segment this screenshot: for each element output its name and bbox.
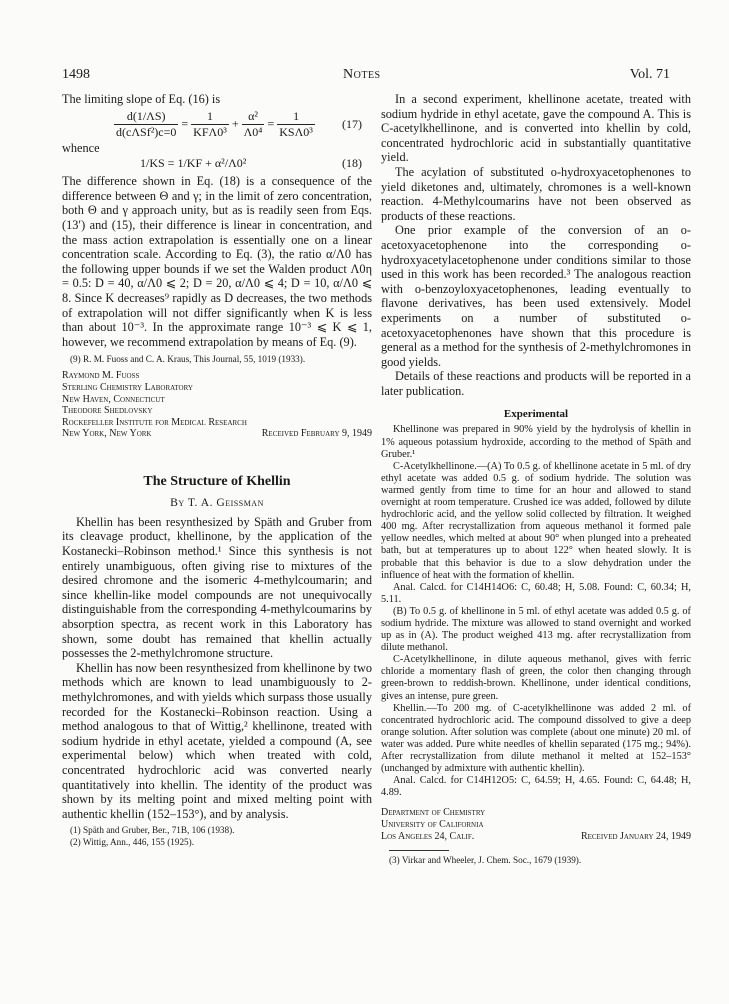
eq17-lhs-den: d(cΛSf²)c=0 (116, 124, 177, 139)
exp-analysis-2: Anal. Calcd. for C14H12O5: C, 64.59; H, 4.65. Found: C, 64.48; H, 4.89. (381, 775, 691, 799)
eq18-text: 1/KS = 1/KF + α²/Λ0² (140, 156, 247, 171)
eq17-plus: + (231, 115, 239, 130)
second-experiment-paragraph: In a second experiment, khellinone acetate, treated with sodium hydride in ethyl acetate, gave the compound A. This is C-acetylkhellinone, and is converted into khellin by cold, concentrated hydrochloric acid in substantially quantitative yield. (381, 92, 691, 165)
byline: By T. A. Geissman (170, 495, 264, 509)
institution-sterling: Sterling Chemistry Laboratory (62, 381, 193, 393)
equation-18 (62, 156, 372, 172)
institution-rockefeller: Rockefeller Institute for Medical Research (62, 416, 247, 428)
eq17-rr-num: 1 (277, 109, 315, 125)
running-head: Notes (343, 67, 381, 82)
department: Department of Chemistry (381, 807, 486, 819)
equation-17: $\frac{d(1/\Lambda S)}{\text{d(cΛSf²)c=0}}$ = $\frac{1}{\text{KFΛ0³}}$ + $\frac{\text{α²}}{\text{Λ0⁴}}$ = $\frac{1}{\text{KSΛ0³}}$ (17) (116, 108, 362, 139)
article-title: The Structure of Khellin (143, 473, 291, 489)
details-paragraph: Details of these reactions and products will be reported in a later publication. (381, 369, 691, 398)
right-column (381, 92, 691, 866)
experimental-heading: Experimental (503, 408, 569, 421)
author-block-1 (62, 370, 372, 440)
footnote-rule (389, 850, 449, 851)
footnote-2: (2) Wittig, Ann., 446, 155 (1925). (70, 837, 194, 848)
exp-khellinone: Khellinone was prepared in 90% yield by the hydrolysis of khellin in 1% aqueous potassium hydroxide, according to the method of Späth and Gruber.¹ (381, 424, 691, 460)
city-new-york: New York, New York (62, 428, 152, 440)
page-number: 1498 (62, 67, 90, 82)
resynthesis-paragraph: Khellin has now been resynthesized from khellinone by two methods which are known to lead unambiguously to 2-methylchromones, and with yields which surpass those usually recorded for the Kostanecki–Robinson reaction. Using a method analogous to that of Wittig,² khellinone, treated with sodium hydride in ethyl acetate, yielded a compound (A, see experimental below) which when treated with cold, concentrated hydrochloric acid was converted nearly quantitatively into khellin. The identity of the product was shown by its melting point and mixed melting point with authentic khellin (152–153°), and by analysis. (62, 660, 372, 821)
footnote-3: (3) Virkar and Wheeler, J. Chem. Soc., 1679 (1939). (389, 855, 582, 866)
eq18-label: (18) (342, 156, 362, 171)
author-shedlovsky: Theodore Shedlovsky (62, 405, 153, 417)
eq17-r-den: Λ0⁴ (243, 124, 263, 139)
acylation-paragraph: The acylation of substituted o-hydroxyacetophenones to yield diketones and, ultimately, chromones is a well-known reaction. 4-Methylcoumarins have not been observed as products of these reactions. (381, 164, 691, 223)
eq17-r-num: α² (242, 109, 265, 125)
eq17-mid-num: 1 (191, 109, 229, 125)
whence-text: whence (62, 140, 100, 155)
author-fuoss: Raymond M. Fuoss (62, 370, 140, 382)
footnotes-left (70, 825, 372, 848)
left-column (62, 92, 372, 849)
exp-c-acetylkhellinone-a: C-Acetylkhellinone.—(A) To 0.5 g. of khellinone acetate in 5 ml. of dry ethyl acetate was added 0.5 g. of sodium hydride. The solution was warmed gently from time to time for an hour and allowed to stand overnight at room temperature. Crushed ice was added, followed by dilute hydrochloric acid, and the yellow solid collected by filtration. It weighed 400 mg. After recrystallization from aqueous methanol it formed pale yellow needles, which melted at about 90° when plunged into a preheated bath, but at temperatures up to about 122° when heated slowly. It is probable that this behavior is due to a slow dehydration under the influence of heat with the formation of khellin. (381, 460, 691, 581)
prior-example-paragraph: One prior example of the conversion of an o-acetoxyacetophenone into the corresponding o-hydroxyacetylacetophenone under conditions similar to those used in this work has been recorded.³ The analogous reaction with o-benzoyloxyacetophenones, leading eventually to flavone derivatives, has been used extensively. Model experiments on a number of substituted o-acetoxyacetophenones have shown that this procedure is general as a method for the synthesis of 2-methylchromones in good yields. (381, 223, 691, 369)
city-new-haven: New Haven, Connecticut (62, 393, 165, 405)
exp-khellin: Khellin.—To 200 mg. of C-acetylkhellinone was added 2 ml. of concentrated hydrochloric acid. The compound dissolved to give a deep orange solution. After solution was complete (about one minute) 20 ml. of water was added. Pure white needles of khellin separated (175 mg.; 94%). After recrystallization from dilute methanol it melted at 152–153° (unchanged by admixture with authentic khellin). (381, 702, 691, 775)
footnote-1: (1) Späth and Gruber, Ber., 71B, 106 (1938). (70, 825, 235, 836)
limiting-slope-text: The limiting slope of Eq. (16) is (62, 92, 221, 106)
experimental-section (381, 424, 691, 799)
volume-label: Vol. 71 (629, 67, 670, 82)
eq17-mid-den: KFΛ0³ (193, 124, 227, 139)
university: University of California (381, 818, 484, 830)
exp-ferric-chloride: C-Acetylkhellinone, in dilute aqueous methanol, gives with ferric chloride a momentary flash of green, the color then changing through green-brown to reddish-brown. Khellinone, under identical conditions, gives an intense, pure green. (381, 654, 691, 702)
eq17-lhs-num: d(1/ΛS) (114, 109, 178, 125)
footnote-9: (9) R. M. Fuoss and C. A. Kraus, This Journal, 55, 1019 (1933). (70, 354, 306, 365)
eq17-label: (17) (342, 116, 362, 131)
received-date-2: Received January 24, 1949 (580, 830, 691, 842)
exp-procedure-b: (B) To 0.5 g. of khellinone in 5 ml. of ethyl acetate was added 0.5 g. of sodium hydride. The mixture was allowed to stand overnight and worked up as in (A). The product weighed 413 mg. after recrystallization from dilute methanol. (381, 605, 691, 654)
exp-analysis-1: Anal. Calcd. for C14H14O6: C, 60.48; H, 5.08. Found: C, 60.34; H, 5.11. (381, 581, 691, 605)
city-los-angeles: Los Angeles 24, Calif. (381, 830, 475, 842)
intro-paragraph: Khellin has been resynthesized by Späth and Gruber from its cleavage product, khellinone, by the application of the Kostanecki–Robinson method.¹ Since this synthesis is not entirely unambiguous, often giving rise to mixtures of the desired chromone and the isomeric 4-methylcoumarin; and since khellin-like model compounds are not unequivocally distinguishable from the corresponding 4-methylcoumarins by absorption spectra, as recent work in this Laboratory has shown, some doubt has remained that khellin actually possesses the 2-methylchromone structure. (62, 514, 372, 661)
eq17-equals: = (267, 115, 275, 130)
difference-paragraph: The difference shown in Eq. (18) is a consequence of the difference between Θ and γ; in the limit of zero concentration, both Θ and γ approach unity, but as is readily seen from Eqs. (13′) and (15), their difference is linear in concentration, and the mass action extrapolation is essentially one on a linear concentration scale. According to Eq. (3), the ratio α/Λ0 has the following upper bounds if we set the Walden product Λ0η = 0.5: D = 40, α/Λ0 ⩽ 2; D = 20, α/Λ0 ⩽ 4; D = 10, α/Λ0 ⩽ 8. Since K decreases⁹ rapidly as D decreases, the two methods of extrapolation will not differ significantly when K is less than about 10⁻³. In the approximate range 10⁻³ ⩽ K ⩽ 1, however, we recommend extrapolation by means of Eq. (9). (62, 174, 372, 349)
eq17-rr-den: KSΛ0³ (279, 124, 313, 139)
author-block-2 (381, 807, 691, 842)
received-date-1: Received February 9, 1949 (261, 428, 372, 440)
